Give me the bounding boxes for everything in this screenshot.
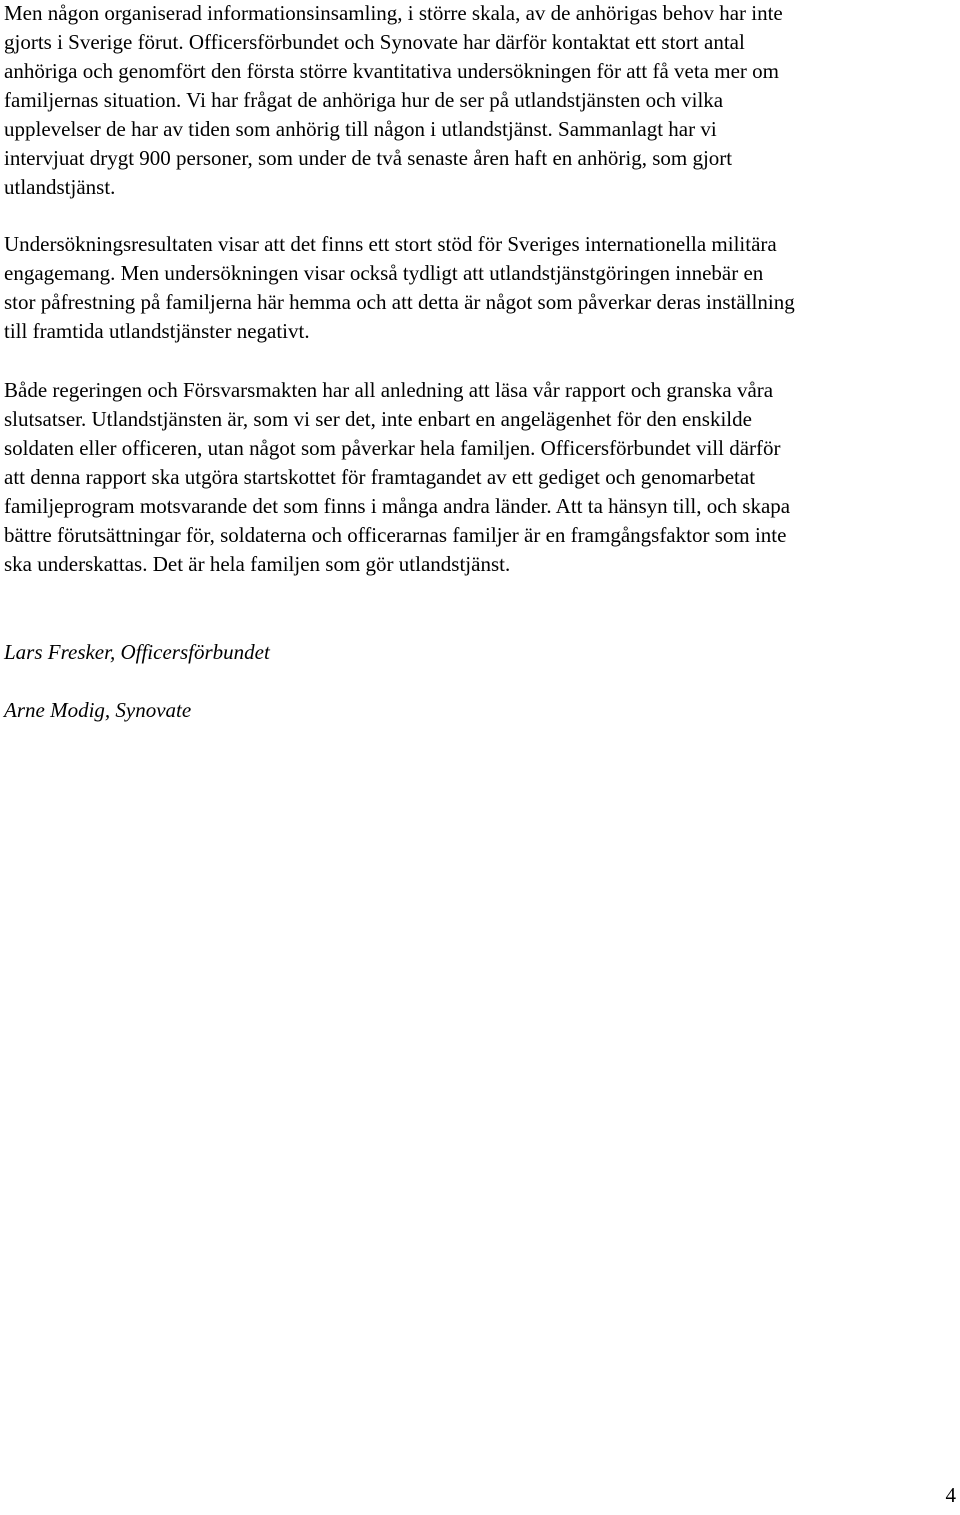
text-line: intervjuat drygt 900 personer, som under de två senaste åren haft en anhörig, som gjort <box>4 146 733 170</box>
paragraph-1 <box>4 0 783 202</box>
page-number: 4 <box>945 1483 956 1507</box>
text-line: gjorts i Sverige förut. Officersförbundet och Synovate har därför kontaktat ett stort antal <box>4 30 745 54</box>
text-line: slutsatser. Utlandstjänsten är, som vi ser det, inte enbart en angelägenhet för den enskilde <box>4 407 752 431</box>
text-line: bättre förutsättningar för, soldaterna och officerarnas familjer är en framgångsfaktor som inte <box>4 523 787 547</box>
text-line: familjernas situation. Vi har frågat de anhöriga hur de ser på utlandstjänsten och vilka <box>4 88 724 112</box>
text-line: Men någon organiserad informationsinsamling, i större skala, av de anhörigas behov har inte <box>4 1 783 25</box>
text-line: anhöriga och genomfört den första större kvantitativa undersökningen för att få veta mer om <box>4 59 779 83</box>
text-line: familjeprogram motsvarande det som finns i många andra länder. Att ta hänsyn till, och skapa <box>4 494 791 518</box>
text-line: att denna rapport ska utgöra startskottet för framtagandet av ett gediget och genomarbetat <box>4 465 756 489</box>
signature-lars-fresker: Lars Fresker, Officersförbundet <box>4 640 270 664</box>
text-line: ska underskattas. Det är hela familjen som gör utlandstjänst. <box>4 552 511 576</box>
signature-arne-modig: Arne Modig, Synovate <box>4 698 192 722</box>
paragraph-3 <box>4 376 790 579</box>
text-line: utlandstjänst. <box>4 175 116 199</box>
paragraph-2 <box>4 230 795 346</box>
text-line: Undersökningsresultaten visar att det finns ett stort stöd för Sveriges internationella militära <box>4 232 777 256</box>
text-line: Både regeringen och Försvarsmakten har all anledning att läsa vår rapport och granska våra <box>4 378 774 402</box>
text-line: upplevelser de har av tiden som anhörig till någon i utlandstjänst. Sammanlagt har vi <box>4 117 717 141</box>
text-line: engagemang. Men undersökningen visar också tydligt att utlandstjänstgöringen innebär en <box>4 261 764 285</box>
text-line: stor påfrestning på familjerna här hemma och att detta är något som påverkar deras inställning <box>4 290 795 314</box>
text-line: till framtida utlandstjänster negativt. <box>4 319 310 343</box>
text-line: soldaten eller officeren, utan något som påverkar hela familjen. Officersförbundet vill därför <box>4 436 781 460</box>
